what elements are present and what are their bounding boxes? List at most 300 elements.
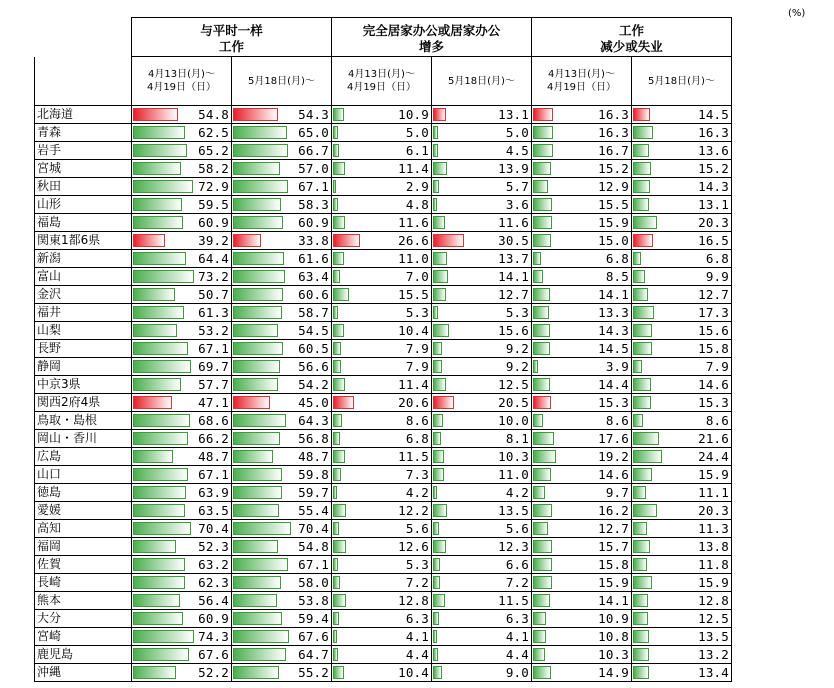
value-cell <box>632 628 732 646</box>
value-bar <box>333 522 339 535</box>
table-body <box>35 106 732 682</box>
value-bar <box>533 216 552 229</box>
value-label: 2.9 <box>405 179 429 194</box>
value-label: 64.3 <box>298 413 329 428</box>
value-bar <box>433 234 464 247</box>
value-bar <box>633 288 648 301</box>
value-cell <box>332 322 432 340</box>
table-row <box>35 538 732 556</box>
data-table <box>34 17 732 682</box>
value-cell <box>632 196 732 214</box>
value-cell <box>332 340 432 358</box>
region-name: 鹿児島 <box>35 646 132 664</box>
value-label: 57.0 <box>298 161 329 176</box>
value-bar <box>633 270 645 283</box>
value-bar <box>233 594 277 607</box>
value-bar <box>233 414 286 427</box>
table-row <box>35 124 732 142</box>
value-cell <box>232 340 332 358</box>
value-label: 61.3 <box>198 305 229 320</box>
value-cell <box>632 610 732 628</box>
value-label: 52.2 <box>198 665 229 680</box>
value-cell <box>432 340 532 358</box>
value-label: 65.0 <box>298 125 329 140</box>
value-bar <box>633 108 650 121</box>
value-bar <box>433 630 437 643</box>
value-label: 16.7 <box>598 143 629 158</box>
table-row <box>35 610 732 628</box>
value-label: 63.5 <box>198 503 229 518</box>
value-bar <box>533 648 545 661</box>
value-bar <box>333 198 338 211</box>
value-bar <box>633 162 651 175</box>
value-label: 56.6 <box>298 359 329 374</box>
value-bar <box>233 108 278 121</box>
value-label: 11.4 <box>398 161 429 176</box>
table-row <box>35 556 732 574</box>
table-row <box>35 268 732 286</box>
value-bar <box>633 612 648 625</box>
value-bar <box>233 540 278 553</box>
table-row <box>35 286 732 304</box>
value-label: 10.4 <box>398 665 429 680</box>
value-label: 4.1 <box>505 629 529 644</box>
value-cell <box>532 520 632 538</box>
value-bar <box>533 594 550 607</box>
region-name: 宮城 <box>35 160 132 178</box>
value-bar <box>433 468 444 481</box>
value-label: 60.5 <box>298 341 329 356</box>
region-name: 福島 <box>35 214 132 232</box>
value-label: 5.3 <box>405 305 429 320</box>
value-label: 14.4 <box>598 377 629 392</box>
value-label: 14.5 <box>698 107 729 122</box>
value-cell <box>432 214 532 232</box>
value-bar <box>433 540 446 553</box>
table-row <box>35 358 732 376</box>
value-bar <box>533 576 552 589</box>
value-bar <box>233 396 270 409</box>
value-bar <box>533 126 553 139</box>
value-label: 62.3 <box>198 575 229 590</box>
value-bar <box>533 522 548 535</box>
table-row <box>35 394 732 412</box>
value-cell <box>432 628 532 646</box>
value-bar <box>133 522 191 535</box>
value-label: 17.6 <box>598 431 629 446</box>
value-cell <box>432 286 532 304</box>
value-cell <box>232 556 332 574</box>
value-label: 14.9 <box>598 665 629 680</box>
value-bar <box>533 630 546 643</box>
value-cell <box>632 358 732 376</box>
value-cell <box>532 358 632 376</box>
value-label: 11.3 <box>698 521 729 536</box>
value-label: 60.6 <box>298 287 329 302</box>
value-label: 15.7 <box>598 539 629 554</box>
value-cell <box>632 232 732 250</box>
value-bar <box>133 396 172 409</box>
value-bar <box>133 342 188 355</box>
value-cell <box>232 412 332 430</box>
value-label: 4.8 <box>405 197 429 212</box>
value-label: 7.0 <box>405 269 429 284</box>
value-label: 9.0 <box>505 665 529 680</box>
value-bar <box>333 360 341 373</box>
value-label: 15.6 <box>498 323 529 338</box>
value-cell <box>632 214 732 232</box>
value-bar <box>133 360 191 373</box>
value-bar <box>133 198 182 211</box>
value-bar <box>233 126 287 139</box>
table-row <box>35 106 732 124</box>
value-bar <box>533 306 549 319</box>
value-cell <box>232 178 332 196</box>
value-label: 14.1 <box>598 593 629 608</box>
value-cell <box>632 322 732 340</box>
value-label: 16.2 <box>598 503 629 518</box>
value-bar <box>233 162 280 175</box>
value-label: 63.9 <box>198 485 229 500</box>
value-label: 15.0 <box>598 233 629 248</box>
region-name: 山口 <box>35 466 132 484</box>
value-cell <box>332 430 432 448</box>
header-reduced: 工作 减少或失业 <box>532 18 732 57</box>
corner-cell-2 <box>35 57 132 106</box>
value-label: 5.3 <box>405 557 429 572</box>
value-bar <box>133 288 175 301</box>
value-label: 59.5 <box>198 197 229 212</box>
region-name: 新潟 <box>35 250 132 268</box>
value-cell <box>232 124 332 142</box>
value-cell <box>332 286 432 304</box>
unit-label: (%) <box>788 8 806 19</box>
value-label: 60.9 <box>198 215 229 230</box>
value-cell <box>532 448 632 466</box>
value-bar <box>633 540 650 553</box>
value-cell <box>232 484 332 502</box>
value-bar <box>433 198 437 211</box>
value-bar <box>633 486 646 499</box>
value-bar <box>233 288 283 301</box>
value-cell <box>332 394 432 412</box>
value-label: 24.4 <box>698 449 729 464</box>
value-label: 11.5 <box>498 593 529 608</box>
value-bar <box>633 666 649 679</box>
value-cell <box>132 394 232 412</box>
value-cell <box>432 610 532 628</box>
value-bar <box>633 522 647 535</box>
value-cell <box>432 178 532 196</box>
value-bar <box>333 558 338 571</box>
value-bar <box>133 252 186 265</box>
value-label: 16.3 <box>598 125 629 140</box>
value-label: 13.8 <box>698 539 729 554</box>
value-cell <box>132 268 232 286</box>
table-row <box>35 646 732 664</box>
value-label: 11.4 <box>398 377 429 392</box>
value-bar <box>233 558 288 571</box>
value-bar <box>533 180 548 193</box>
value-cell <box>232 196 332 214</box>
value-cell <box>532 628 632 646</box>
value-bar <box>433 486 437 499</box>
region-name: 岩手 <box>35 142 132 160</box>
value-cell <box>132 340 232 358</box>
value-bar <box>333 666 344 679</box>
value-cell <box>432 412 532 430</box>
value-bar <box>133 648 189 661</box>
region-name: 関東1都6県 <box>35 232 132 250</box>
value-label: 4.5 <box>505 143 529 158</box>
value-label: 11.5 <box>398 449 429 464</box>
table-row <box>35 412 732 430</box>
value-cell <box>232 250 332 268</box>
value-cell <box>132 628 232 646</box>
value-label: 58.7 <box>298 305 329 320</box>
value-bar <box>433 324 449 337</box>
value-bar <box>633 216 657 229</box>
value-bar <box>133 612 183 625</box>
value-cell <box>132 376 232 394</box>
value-label: 9.2 <box>505 359 529 374</box>
value-bar <box>433 504 447 517</box>
value-cell <box>232 448 332 466</box>
value-bar <box>233 630 289 643</box>
value-cell <box>532 160 632 178</box>
value-bar <box>233 504 279 517</box>
value-label: 6.8 <box>405 431 429 446</box>
value-bar <box>333 378 345 391</box>
value-cell <box>232 376 332 394</box>
value-cell <box>632 160 732 178</box>
value-cell <box>132 592 232 610</box>
value-bar <box>633 396 651 409</box>
value-cell <box>632 286 732 304</box>
value-bar <box>333 306 338 319</box>
value-cell <box>632 538 732 556</box>
value-cell <box>132 664 232 682</box>
value-cell <box>332 574 432 592</box>
value-label: 66.7 <box>298 143 329 158</box>
value-cell <box>532 610 632 628</box>
value-label: 59.7 <box>298 485 329 500</box>
value-bar <box>333 576 340 589</box>
value-label: 7.2 <box>405 575 429 590</box>
value-cell <box>132 124 232 142</box>
value-bar <box>333 594 346 607</box>
value-label: 12.2 <box>398 503 429 518</box>
region-name: 愛媛 <box>35 502 132 520</box>
value-cell <box>232 610 332 628</box>
value-cell <box>432 574 532 592</box>
header-telework: 完全居家办公或居家办公 增多 <box>332 18 532 57</box>
value-label: 26.6 <box>398 233 429 248</box>
value-cell <box>332 592 432 610</box>
value-label: 13.2 <box>698 647 729 662</box>
value-bar <box>433 288 446 301</box>
region-name: 金沢 <box>35 286 132 304</box>
value-cell <box>532 664 632 682</box>
value-bar <box>633 198 649 211</box>
value-bar <box>133 144 187 157</box>
value-bar <box>533 558 552 571</box>
value-cell <box>532 466 632 484</box>
value-bar <box>633 468 652 481</box>
corner-cell <box>35 18 132 57</box>
value-cell <box>432 664 532 682</box>
value-label: 39.2 <box>198 233 229 248</box>
value-bar <box>133 414 190 427</box>
value-bar <box>333 324 344 337</box>
value-cell <box>132 502 232 520</box>
value-cell <box>432 250 532 268</box>
value-bar <box>233 180 288 193</box>
value-label: 15.6 <box>698 323 729 338</box>
value-label: 67.6 <box>198 647 229 662</box>
value-label: 64.4 <box>198 251 229 266</box>
value-cell <box>532 394 632 412</box>
value-cell <box>532 106 632 124</box>
value-bar <box>233 234 261 247</box>
value-bar <box>133 180 193 193</box>
value-cell <box>632 376 732 394</box>
value-bar <box>633 360 642 373</box>
value-bar <box>633 234 653 247</box>
table-row <box>35 448 732 466</box>
value-bar <box>533 468 551 481</box>
value-label: 6.8 <box>705 251 729 266</box>
value-label: 58.2 <box>198 161 229 176</box>
value-cell <box>532 322 632 340</box>
value-bar <box>533 270 543 283</box>
value-bar <box>533 504 552 517</box>
value-bar <box>533 432 554 445</box>
value-bar <box>333 288 349 301</box>
value-bar <box>333 342 341 355</box>
value-cell <box>532 574 632 592</box>
value-bar <box>533 378 550 391</box>
value-label: 7.3 <box>405 467 429 482</box>
value-label: 14.3 <box>698 179 729 194</box>
value-label: 17.3 <box>698 305 729 320</box>
value-label: 74.3 <box>198 629 229 644</box>
value-label: 55.2 <box>298 665 329 680</box>
value-cell <box>532 196 632 214</box>
value-cell <box>132 304 232 322</box>
region-name: 青森 <box>35 124 132 142</box>
region-name: 広島 <box>35 448 132 466</box>
value-bar <box>433 144 438 157</box>
value-bar <box>433 414 443 427</box>
value-bar <box>433 612 439 625</box>
value-cell <box>432 502 532 520</box>
value-label: 6.8 <box>605 251 629 266</box>
value-cell <box>332 268 432 286</box>
value-cell <box>132 484 232 502</box>
value-bar <box>433 108 446 121</box>
value-bar <box>233 468 282 481</box>
value-cell <box>332 556 432 574</box>
value-label: 45.0 <box>298 395 329 410</box>
value-bar <box>633 414 643 427</box>
value-cell <box>632 430 732 448</box>
value-label: 9.9 <box>705 269 729 284</box>
value-bar <box>333 126 338 139</box>
value-label: 11.1 <box>698 485 729 500</box>
value-label: 11.8 <box>698 557 729 572</box>
value-cell <box>132 196 232 214</box>
value-cell <box>432 646 532 664</box>
value-label: 57.7 <box>198 377 229 392</box>
value-label: 14.1 <box>498 269 529 284</box>
value-bar <box>333 450 345 463</box>
value-cell <box>532 592 632 610</box>
value-label: 5.6 <box>505 521 529 536</box>
value-bar <box>133 468 188 481</box>
value-cell <box>232 358 332 376</box>
value-label: 61.6 <box>298 251 329 266</box>
value-label: 56.4 <box>198 593 229 608</box>
value-cell <box>332 376 432 394</box>
value-bar <box>233 432 280 445</box>
value-cell <box>632 412 732 430</box>
table-row <box>35 142 732 160</box>
value-bar <box>133 486 186 499</box>
value-label: 11.0 <box>398 251 429 266</box>
value-label: 14.1 <box>598 287 629 302</box>
value-cell <box>132 448 232 466</box>
value-label: 15.9 <box>698 467 729 482</box>
value-cell <box>632 466 732 484</box>
value-cell <box>632 664 732 682</box>
value-bar <box>233 666 279 679</box>
value-bar <box>233 270 285 283</box>
table-row <box>35 430 732 448</box>
value-label: 15.3 <box>698 395 729 410</box>
value-label: 4.2 <box>405 485 429 500</box>
value-cell <box>432 484 532 502</box>
value-label: 16.3 <box>598 107 629 122</box>
value-cell <box>532 268 632 286</box>
value-cell <box>532 538 632 556</box>
table-row <box>35 340 732 358</box>
value-label: 54.2 <box>298 377 329 392</box>
header-period-1: 4月13日(月)～ 4月19日（日） <box>332 57 432 106</box>
value-bar <box>633 324 652 337</box>
value-cell <box>632 448 732 466</box>
value-label: 11.6 <box>498 215 529 230</box>
value-label: 59.4 <box>298 611 329 626</box>
value-label: 4.4 <box>405 647 429 662</box>
value-bar <box>433 270 448 283</box>
value-cell <box>232 214 332 232</box>
value-label: 5.3 <box>505 305 529 320</box>
region-name: 鳥取・島根 <box>35 412 132 430</box>
header-period-1: 4月13日(月)～ 4月19日（日） <box>532 57 632 106</box>
value-cell <box>232 466 332 484</box>
value-cell <box>132 646 232 664</box>
value-label: 62.5 <box>198 125 229 140</box>
value-label: 54.8 <box>298 539 329 554</box>
value-label: 12.8 <box>398 593 429 608</box>
region-name: 関西2府4県 <box>35 394 132 412</box>
value-bar <box>433 432 441 445</box>
value-label: 12.9 <box>598 179 629 194</box>
value-label: 60.9 <box>198 611 229 626</box>
value-bar <box>233 360 280 373</box>
value-cell <box>232 268 332 286</box>
